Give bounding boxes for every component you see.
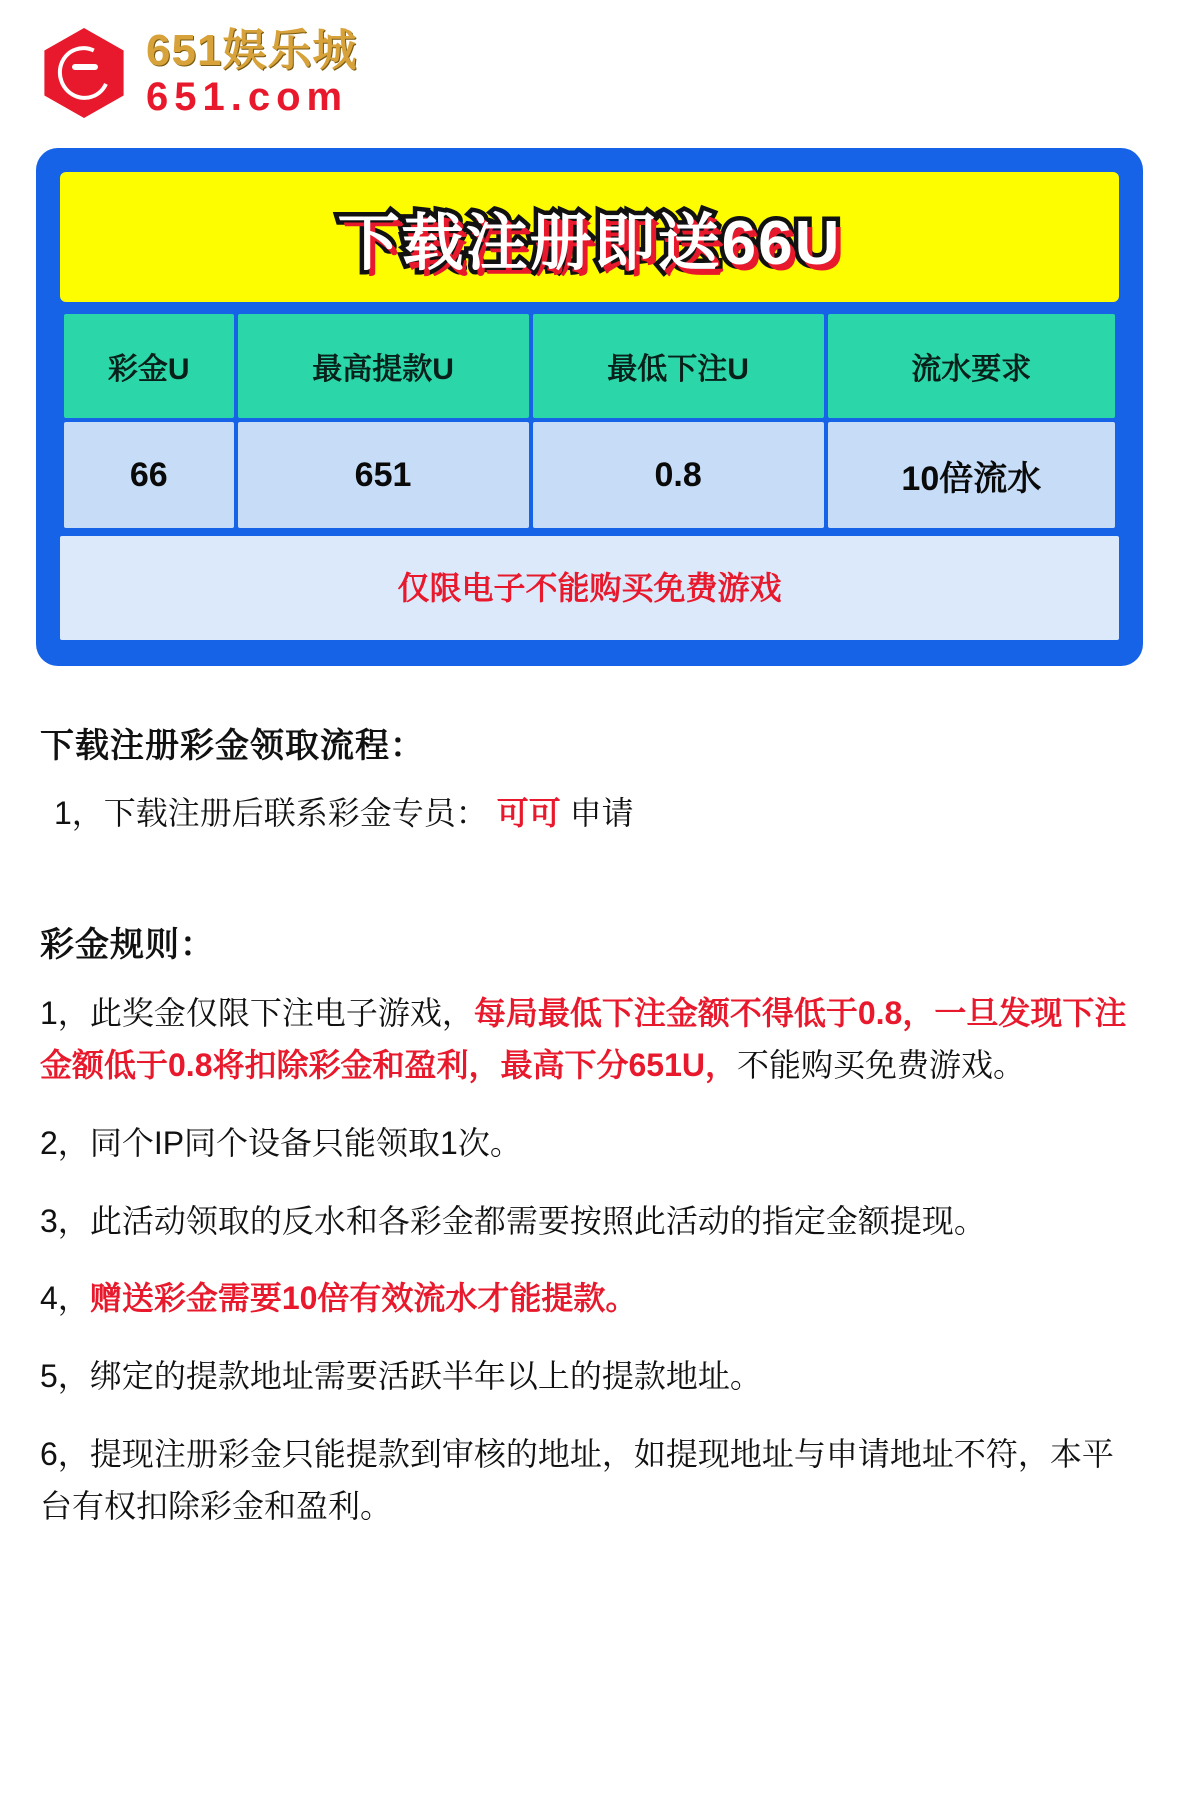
table-cell: 10倍流水 <box>828 422 1115 528</box>
promo-banner-title: 下载注册即送66U <box>337 208 842 278</box>
table-header-cell: 最高提款U <box>238 314 529 418</box>
table-cell: 66 <box>64 422 234 528</box>
rules-section-title: 彩金规则： <box>40 926 215 965</box>
rule-text: 绑定的提款地址需要活跃半年以上的提款地址。 <box>89 1358 762 1395</box>
table-row <box>64 422 1115 528</box>
rule-text: 此奖金仅限下注电子游戏， <box>89 995 474 1032</box>
rule-index: 1， <box>40 995 90 1032</box>
rule-index: 3， <box>40 1202 90 1239</box>
rule-text: 提现注册彩金只能提款到审核的地址，如提现地址与申请地址不符，本平台有权扣除彩金和盈利。 <box>40 1436 1114 1524</box>
process-step-prefix: 1，下载注册后联系彩金专员： <box>54 795 488 832</box>
brand-domain: 651.com <box>146 75 349 120</box>
hexagon-logo-icon <box>40 28 128 118</box>
rule-text: 不能购买免费游戏。 <box>737 1046 1026 1083</box>
table-header-cell: 流水要求 <box>828 314 1115 418</box>
rule-text: 同个IP同个设备只能领取1次。 <box>89 1124 522 1161</box>
rule-item <box>40 988 1139 1092</box>
rule-text: 此活动领取的反水和各彩金都需要按照此活动的指定金额提现。 <box>89 1202 986 1239</box>
rule-item <box>40 1351 1139 1403</box>
process-step-1 <box>54 789 1139 837</box>
rule-index: 2， <box>40 1124 90 1161</box>
table-header-cell: 最低下注U <box>533 314 824 418</box>
content-body <box>0 666 1179 1599</box>
section-spacer <box>40 851 1139 899</box>
rule-index: 4， <box>40 1280 90 1317</box>
promo-note: 仅限电子不能购买免费游戏 <box>60 536 1119 640</box>
promo-table <box>60 310 1119 532</box>
rule-item <box>40 1429 1139 1533</box>
rule-item <box>40 1118 1139 1170</box>
rule-text-highlight: 每局最低下注金额不得低于0.8，一旦发现下注金额低于0.8将扣除彩金和盈利，最高下分651U， <box>40 995 1127 1083</box>
table-cell: 0.8 <box>533 422 824 528</box>
logo-hex-bar <box>72 64 98 70</box>
table-header-row <box>64 314 1115 418</box>
table-cell: 651 <box>238 422 529 528</box>
promo-card <box>36 148 1143 666</box>
table-header-cell: 彩金U <box>64 314 234 418</box>
brand-text <box>146 26 357 120</box>
rule-item <box>40 1196 1139 1248</box>
promo-banner <box>60 172 1119 302</box>
process-agent-name[interactable]: 可可 <box>496 795 561 832</box>
rule-item <box>40 1273 1139 1325</box>
rule-index: 6， <box>40 1436 90 1473</box>
brand-name: 651娱乐城 <box>146 26 358 75</box>
process-step-suffix: 申请 <box>569 795 634 832</box>
rule-text-highlight: 赠送彩金需要10倍有效流水才能提款。 <box>89 1280 638 1317</box>
rule-index: 5， <box>40 1358 90 1395</box>
process-section-title: 下载注册彩金领取流程： <box>40 727 425 766</box>
rules-list <box>40 988 1139 1533</box>
site-header <box>0 0 1179 126</box>
